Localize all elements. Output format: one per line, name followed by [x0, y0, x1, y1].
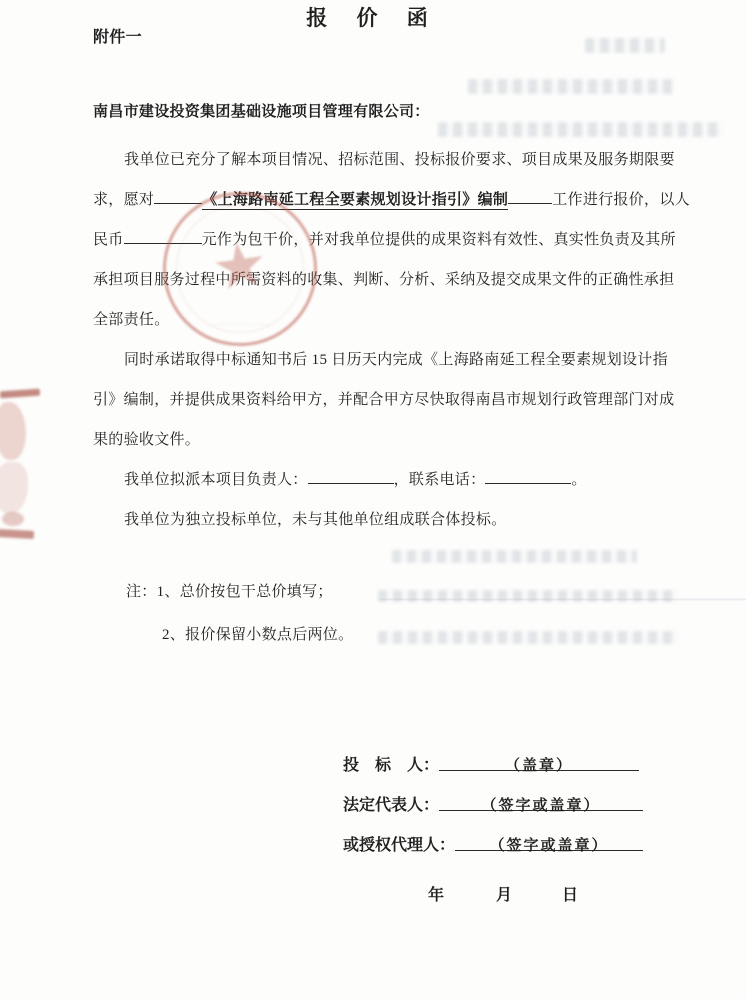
line3-suffix: 元作为包干价，并对我单位提供的成果资料有效性、真实性负责及其所	[201, 232, 676, 248]
bidder-seal-line: （盖章）	[439, 746, 639, 771]
bleed-through-artifact	[378, 631, 678, 644]
seal-star-icon: ★	[207, 229, 273, 305]
agent-seal-line: （签字或盖章）	[455, 826, 643, 851]
bleed-through-artifact	[392, 550, 637, 563]
bleed-through-artifact	[438, 122, 723, 137]
date-year-label: 年	[428, 887, 445, 904]
note-2: 2、报价保留小数点后两位。	[162, 627, 354, 643]
edge-stamp-fragment	[0, 384, 44, 550]
agent-signature-row	[343, 826, 643, 866]
bidder-signature-row	[343, 746, 639, 786]
edge-stamp-mark	[0, 389, 40, 399]
date-month-label: 月	[496, 887, 513, 904]
line2-prefix: 求，愿对	[93, 192, 155, 208]
paragraph2-line3: 果的验收文件。	[93, 432, 201, 448]
date-day-label: 日	[562, 887, 579, 904]
blank-underline	[154, 183, 202, 204]
company-seal-stamp	[163, 192, 317, 346]
bleed-through-artifact	[378, 590, 678, 602]
bidder-label: 投 标 人：	[343, 757, 440, 774]
paragraph2-line1: 同时承诺取得中标通知书后 15 日历天内完成《上海路南延工程全要素规划设计指	[124, 352, 668, 368]
edge-stamp-mark	[0, 462, 28, 514]
bleed-through-artifact	[468, 79, 673, 94]
bleed-through-line	[380, 599, 746, 600]
legal-rep-seal-line: （签字或盖章）	[439, 786, 643, 811]
paragraph1-line5: 全部责任。	[93, 312, 170, 328]
line2-suffix: 工作进行报价，以人	[552, 192, 690, 208]
project-title-underlined: 《上海路南延工程全要素规划设计指引》编制	[202, 192, 509, 208]
blank-underline	[508, 183, 552, 204]
phone-blank	[485, 463, 571, 484]
attachment-label: 附件一	[93, 29, 142, 46]
manager-line	[93, 460, 587, 500]
legal-rep-signature-row	[343, 786, 643, 826]
manager-prefix: 我单位拟派本项目负责人：	[124, 472, 308, 488]
seal-serial-dots: ··············	[209, 321, 271, 329]
document-title: 报 价 函	[306, 6, 440, 30]
independent-bid-line: 我单位为独立投标单位，未与其他单位组成联合体投标。	[124, 512, 507, 528]
line3-prefix: 民币	[93, 232, 124, 248]
edge-stamp-mark	[0, 529, 34, 539]
bleed-through-artifact	[585, 38, 665, 53]
agent-label: 或授权代理人：	[343, 837, 456, 854]
manager-name-blank	[308, 463, 394, 484]
manager-middle: ，联系电话：	[393, 472, 486, 488]
edge-stamp-mark	[0, 402, 26, 460]
paragraph1-line1: 我单位已充分了解本项目情况、招标范围、投标报价要求、项目成果及服务期限要	[124, 152, 675, 168]
paragraph1-line4: 承担项目服务过程中所需资料的收集、判断、分析、采纳及提交成果文件的正确性承担	[93, 272, 675, 288]
manager-suffix: 。	[571, 472, 587, 488]
note-1: 注：1、总价按包干总价填写；	[126, 584, 333, 600]
paragraph2-line2: 引》编制，并提供成果资料给甲方，并配合甲方尽快取得南昌市规划行政管理部门对成	[93, 392, 675, 408]
edge-stamp-mark	[2, 512, 24, 526]
legal-rep-label: 法定代表人：	[343, 797, 440, 814]
recipient-line: 南昌市建设投资集团基础设施项目管理有限公司：	[93, 104, 430, 120]
paragraph1-line2	[93, 180, 690, 220]
